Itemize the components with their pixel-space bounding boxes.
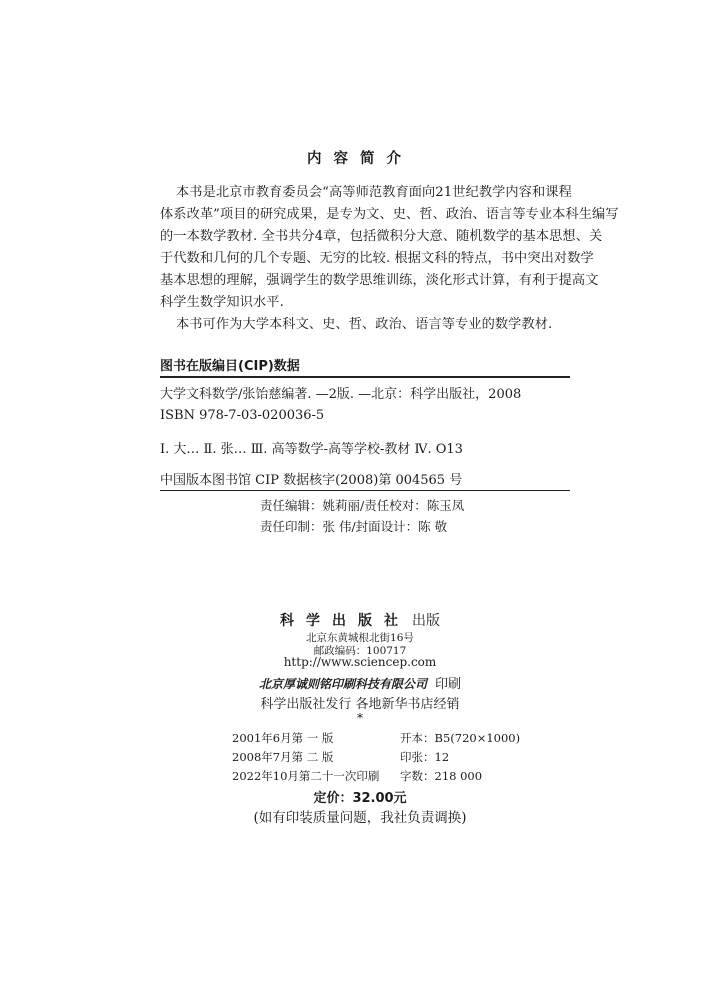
cip-isbn: ISBN 978-7-03-020036-5 — [160, 408, 325, 423]
quality-note: (如有印装质量问题，我社负责调换) — [253, 810, 467, 826]
publisher-address: 北京东黄城根北街16号 — [306, 632, 414, 644]
edition-info: 2008年7月第 二 版 — [232, 750, 334, 764]
summary-line: 于代数和几何的几个专题、无穷的比较. 根据文科的特点，书中突出对数学 — [160, 251, 594, 266]
separator-star: * — [357, 711, 363, 725]
distribution-line: 科学出版社发行 各地新华书店经销 — [260, 697, 460, 712]
summary-usage-line: 本书可作为大学本科文、史、哲、政治、语言等专业的数学教材. — [176, 317, 553, 332]
printer-suffix: 印刷 — [435, 677, 462, 692]
staff-line-production: 责任印制：张 伟/封面设计：陈 敬 — [260, 519, 448, 534]
edition-info: 2022年10月第二十一次印刷 — [232, 769, 380, 783]
cip-bottom-rule — [160, 490, 570, 491]
cip-bibliographic-line: 大学文科数学/张饴慈编著. —2版. —北京：科学出版社，2008 — [160, 387, 522, 402]
printer-name: 北京厚诚则铭印刷科技有限公司 — [258, 677, 427, 691]
price: 定价：32.00元 — [313, 791, 407, 806]
staff-line-editors: 责任编辑：姚莉丽/责任校对：陈玉凤 — [260, 498, 465, 513]
cip-top-rule — [160, 376, 570, 378]
publisher-line — [0, 610, 720, 630]
publisher-suffix: 出版 — [412, 613, 440, 629]
format-info: 开本：B5(720×1000) — [400, 731, 521, 745]
summary-title: 内容简介 — [307, 151, 413, 167]
publisher-url: http://www.sciencep.com — [283, 655, 437, 669]
summary-line: 基本思想的理解，强调学生的数学思维训练，淡化形式计算，有利于提高文 — [160, 273, 599, 288]
summary-line: 科学生数学知识水平. — [160, 295, 284, 310]
format-info: 字数：218 000 — [400, 769, 483, 783]
summary-line: 的一本数学教材. 全书共分4章，包括微积分大意、随机数学的基本思想、关 — [160, 229, 603, 244]
cip-classification: Ⅰ. 大… Ⅱ. 张… Ⅲ. 高等数学-高等学校-教材 Ⅳ. O13 — [160, 442, 463, 457]
summary-line: 体系改革”项目的研究成果，是专为文、史、哲、政治、语言等专业本科生编写 — [160, 207, 619, 222]
cip-record-number: 中国版本图书馆 CIP 数据核字(2008)第 004565 号 — [160, 473, 463, 488]
summary-line: 本书是北京市教育委员会“高等师范教育面向21世纪教学内容和课程 — [176, 185, 572, 200]
format-info: 印张：12 — [400, 750, 450, 764]
printer-line — [0, 673, 720, 692]
publisher-name: 科学出版社 — [280, 613, 410, 629]
cip-title: 图书在版编目(CIP)数据 — [160, 359, 300, 374]
publisher-postcode: 邮政编码：100717 — [313, 645, 407, 657]
edition-info: 2001年6月第 一 版 — [232, 731, 334, 745]
